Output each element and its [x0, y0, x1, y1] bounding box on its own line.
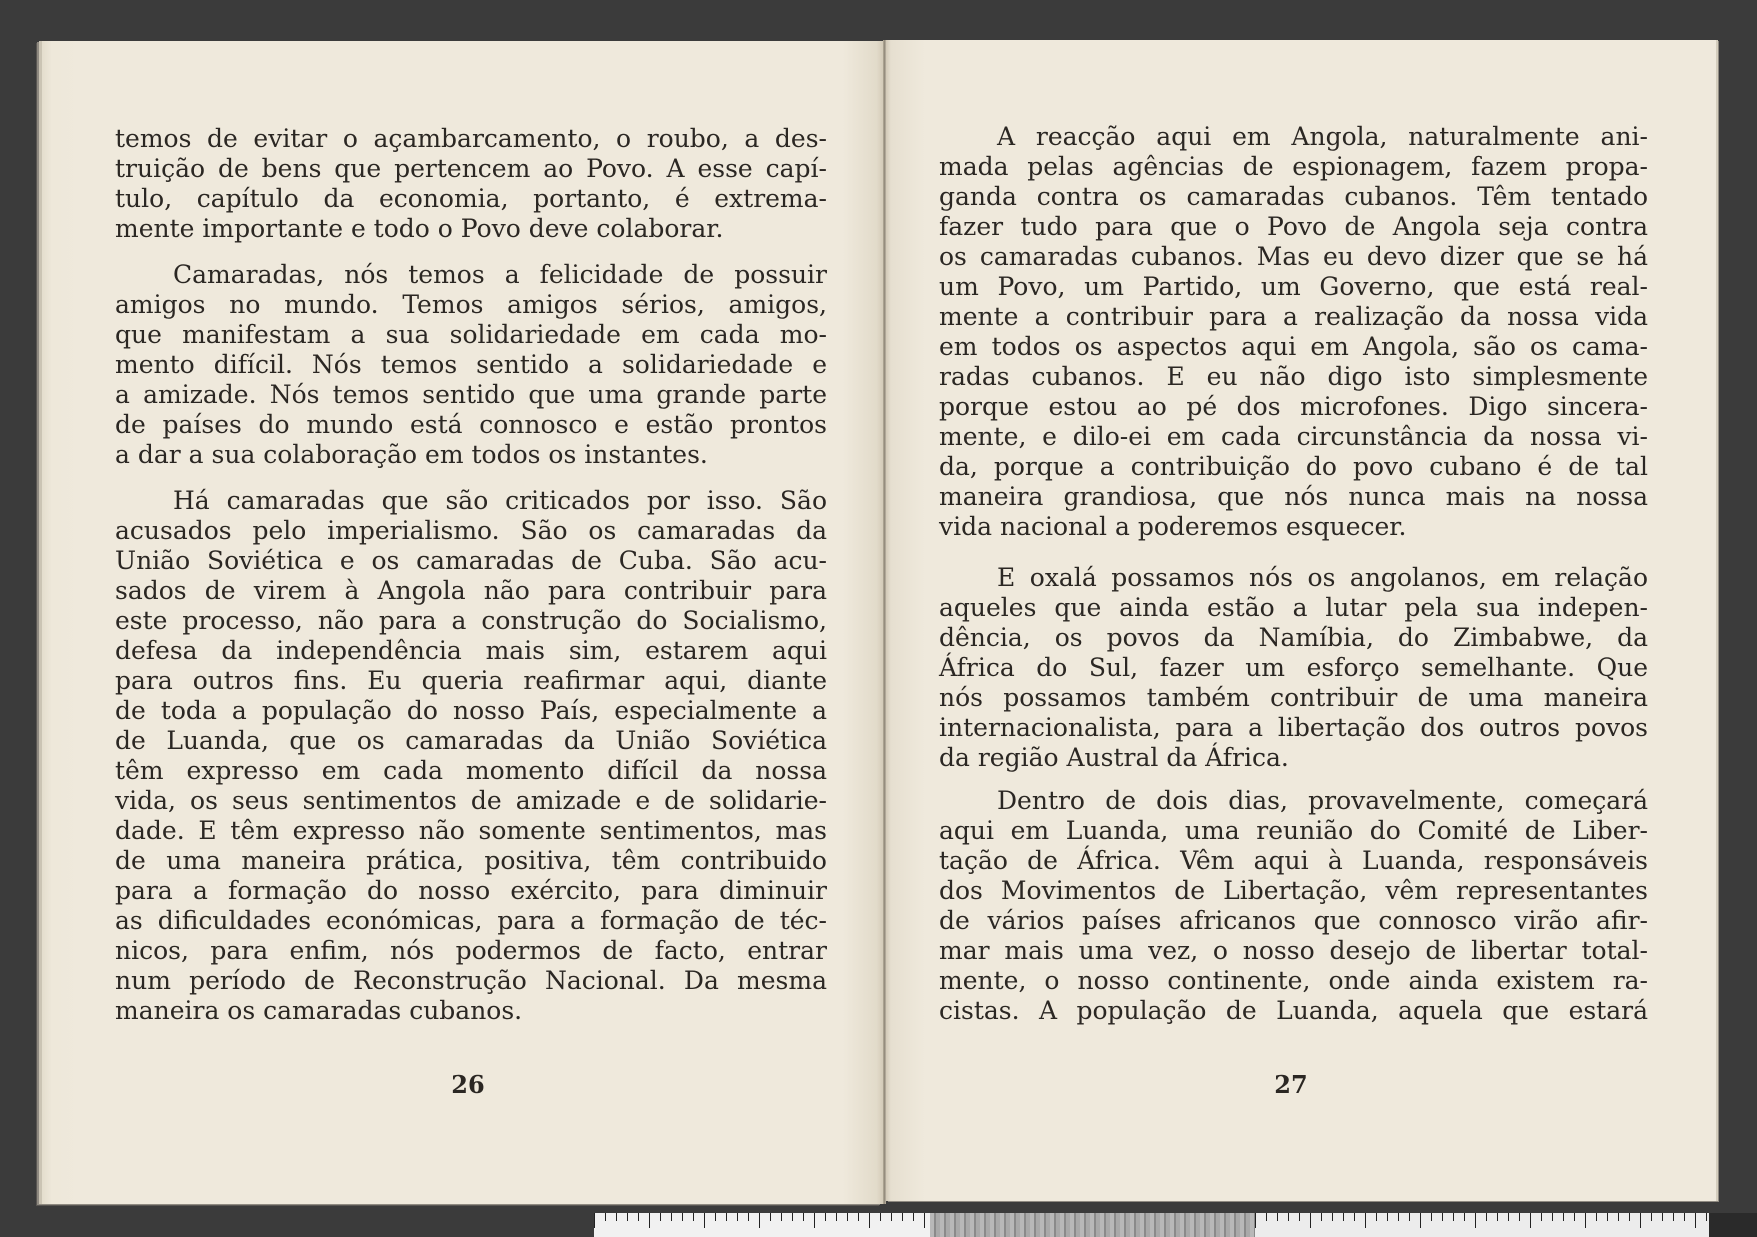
text-line: a amizade. Nós temos sentido que uma grande parte — [115, 380, 827, 409]
text-line: porque estou ao pé dos microfones. Digo sincera- — [939, 392, 1648, 421]
text-line: aqueles que ainda estão a lutar pela sua indepen- — [939, 593, 1648, 622]
text-line: a dar a sua colaboração em todos os instantes. — [115, 440, 708, 469]
measurement-scale — [594, 1213, 1757, 1237]
page-number: 26 — [451, 1070, 485, 1099]
text-line: maneira os camaradas cubanos. — [115, 996, 523, 1025]
paragraph — [939, 122, 1648, 542]
text-line: as dificuldades económicas, para a formação de téc- — [115, 906, 827, 935]
text-line: aqui em Luanda, uma reunião do Comité de Liber- — [939, 816, 1648, 845]
text-line: ganda contra os camaradas cubanos. Têm tentado — [939, 182, 1648, 211]
text-line: da, porque a contribuição do povo cubano é de tal — [939, 452, 1648, 481]
text-line: A reacção aqui em Angola, naturalmente ani- — [997, 122, 1648, 151]
text-line: nós possamos também contribuir de uma maneira — [939, 683, 1648, 712]
paragraph — [115, 486, 827, 1026]
text-line: internacionalista, para a libertação dos outros povos — [939, 713, 1648, 742]
text-line: que manifestam a sua solidariedade em cada mo- — [115, 320, 827, 349]
text-line: de países do mundo está connosco e estão prontos — [115, 410, 827, 439]
text-line: dência, os povos da Namíbia, do Zimbabwe, da — [939, 623, 1648, 652]
text-line: Há camaradas que são criticados por isso. São — [173, 486, 827, 515]
text-line: maneira grandiosa, que nós nunca mais na nossa — [939, 482, 1648, 511]
scale-gray-segment — [930, 1213, 1255, 1237]
text-line: dos Movimentos de Libertação, vêm representantes — [939, 876, 1648, 905]
text-line: truição de bens que pertencem ao Povo. A esse capí- — [115, 154, 827, 183]
text-line: Camaradas, nós temos a felicidade de possuir — [173, 260, 827, 289]
text-line: têm expresso em cada momento difícil da nossa — [115, 756, 827, 785]
scale-ticks-segment — [1255, 1213, 1709, 1237]
left-page-text — [115, 124, 827, 1026]
text-line: tulo, capítulo da economia, portanto, é extrema- — [115, 184, 827, 213]
text-line: União Soviética e os camaradas de Cuba. São acu- — [115, 546, 827, 575]
text-line: defesa da independência mais sim, estarem aqui — [115, 636, 827, 665]
text-line: radas cubanos. E eu não digo isto simplesmente — [939, 362, 1648, 391]
text-line: mente importante e todo o Povo deve colaborar. — [115, 214, 724, 243]
text-line: de toda a população do nosso País, especialmente a — [115, 696, 827, 725]
paragraph — [939, 563, 1648, 773]
text-line: mar mais uma vez, o nosso desejo de libertar total- — [939, 936, 1648, 965]
page-number: 27 — [1274, 1070, 1308, 1099]
text-line: mada pelas agências de espionagem, fazem propa- — [939, 152, 1648, 181]
text-line: os camaradas cubanos. Mas eu devo dizer que se há — [939, 242, 1648, 271]
text-line: fazer tudo para que o Povo de Angola seja contra — [939, 212, 1648, 241]
text-line: de vários países africanos que connosco virão afir- — [939, 906, 1648, 935]
text-line: E oxalá possamos nós os angolanos, em relação — [997, 563, 1648, 592]
text-line: mento difícil. Nós temos sentido a solidariedade e — [115, 350, 827, 379]
book-gutter — [883, 40, 886, 1204]
paragraph — [115, 260, 827, 470]
text-line: mente, o nosso continente, onde ainda existem ra- — [939, 966, 1648, 995]
text-line: vida, os seus sentimentos de amizade e de solidarie- — [115, 786, 827, 815]
text-line: mente a contribuir para a realização da nossa vida — [939, 302, 1648, 331]
text-line: amigos no mundo. Temos amigos sérios, amigos, — [115, 290, 827, 319]
paragraph — [939, 786, 1648, 1026]
text-line: da região Austral da África. — [939, 743, 1289, 772]
text-line: acusados pelo imperialismo. São os camaradas da — [115, 516, 827, 545]
text-line: num período de Reconstrução Nacional. Da mesma — [115, 966, 827, 995]
scale-dark-segment — [1709, 1213, 1757, 1237]
text-line: Dentro de dois dias, provavelmente, começará — [997, 786, 1648, 815]
text-line: em todos os aspectos aqui em Angola, são os cama- — [939, 332, 1648, 361]
text-line: nicos, para enfim, nós podermos de facto, entrar — [115, 936, 827, 965]
text-line: dade. E têm expresso não somente sentimentos, mas — [115, 816, 827, 845]
text-line: de Luanda, que os camaradas da União Soviética — [115, 726, 827, 755]
scale-ticks-segment — [594, 1213, 930, 1237]
text-line: mente, e dilo-ei em cada circunstância da nossa vi- — [939, 422, 1648, 451]
text-line: para outros fins. Eu queria reafirmar aqui, diante — [115, 666, 827, 695]
text-line: de uma maneira prática, positiva, têm contribuido — [115, 846, 827, 875]
text-line: África do Sul, fazer um esforço semelhante. Que — [939, 653, 1648, 682]
text-line: temos de evitar o açambarcamento, o roubo, a des- — [115, 124, 827, 153]
text-line: sados de virem à Angola não para contribuir para — [115, 576, 827, 605]
text-line: este processo, não para a construção do Socialismo, — [115, 606, 827, 635]
text-line: um Povo, um Partido, um Governo, que está real- — [939, 272, 1648, 301]
right-page-text — [939, 122, 1648, 1026]
paragraph — [115, 124, 827, 244]
text-line: para a formação do nosso exército, para diminuir — [115, 876, 827, 905]
text-line: cistas. A população de Luanda, aquela que estará — [939, 996, 1648, 1025]
text-line: tação de África. Vêm aqui à Luanda, responsáveis — [939, 846, 1648, 875]
text-line: vida nacional a poderemos esquecer. — [939, 512, 1407, 541]
